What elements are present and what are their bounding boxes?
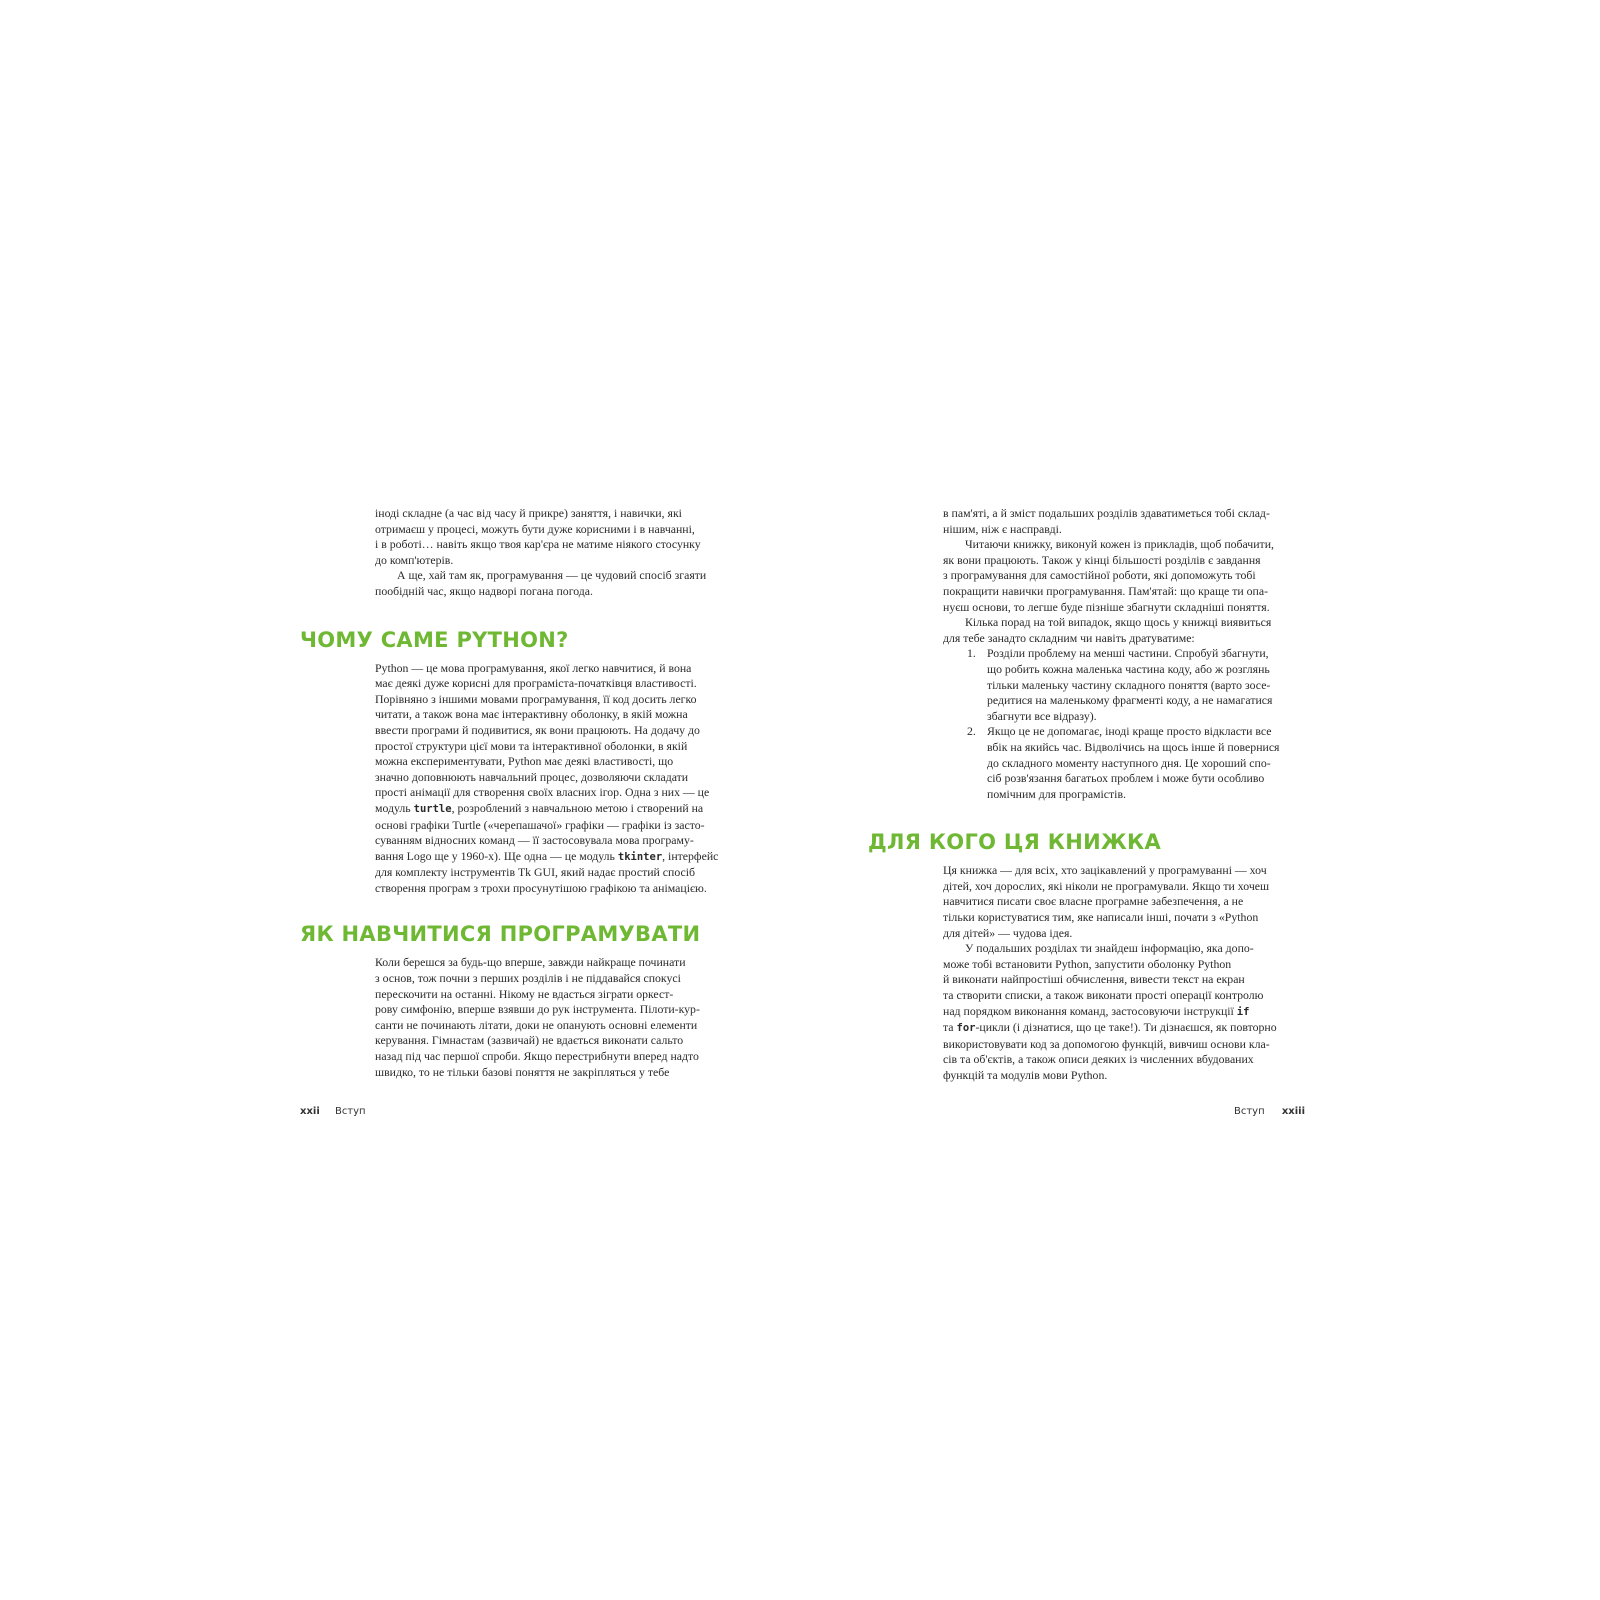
text-line: основі графіки Turtle («черепашачої» графіки — графіки із засто- bbox=[375, 817, 705, 832]
text-line: Порівняно з іншими мовами програмування, її код досить легко bbox=[375, 691, 697, 706]
text-line: керування. Гімнастам (зазвичай) не вдається виконати сальто bbox=[375, 1033, 684, 1048]
text-line: вбік на якийсь час. Відволічись на щось інше й повернися bbox=[987, 739, 1280, 754]
text-line: можна експериментувати, Python має деякі властивості, що bbox=[375, 754, 674, 769]
page-number: xxiii bbox=[1281, 1106, 1306, 1117]
text-line: тільки маленьку частину складного поняття (варто зосе- bbox=[987, 677, 1271, 692]
section-body-how-to-learn bbox=[375, 955, 725, 1080]
text-line: навчитися писати своє власне програмне забезпечення, а не bbox=[943, 894, 1244, 909]
inline-code: tkinter bbox=[617, 850, 663, 863]
text-line: що робить кожна маленька частина коду, або ж розглянь bbox=[987, 661, 1270, 676]
list-number: 1. bbox=[967, 646, 976, 661]
text-line: для тебе занадто складним чи навіть дратуватиме: bbox=[943, 630, 1195, 645]
text-run: , інтерфейс bbox=[662, 848, 719, 863]
text-line: нішим, ніж є насправді. bbox=[943, 521, 1062, 536]
text-line: функцій та модулів мови Python. bbox=[943, 1068, 1108, 1082]
text-line: редитися на маленькому фрагменті коду, а не намагатися bbox=[987, 693, 1273, 708]
right-continuation bbox=[943, 506, 1293, 802]
text-line bbox=[375, 801, 725, 818]
paragraph bbox=[943, 537, 1293, 615]
text-line: перескочити на останні. Нікому не вдасться зіграти оркест- bbox=[375, 986, 674, 1001]
left-footer bbox=[300, 1106, 366, 1117]
text-line: пообідній час, якщо надворі погана погода. bbox=[375, 583, 593, 598]
text-line: швидко, то не тільки базові поняття не закріпляться у тебе bbox=[375, 1064, 670, 1079]
section-heading-why-python: ЧОМУ САМЕ PYTHON? bbox=[300, 627, 569, 652]
text-line: сів та об'єктів, а також описи деяких із численних вбудованих bbox=[943, 1052, 1254, 1067]
text-line: нуєш основи, то легше буде пізніше збагнути складніші поняття. bbox=[943, 599, 1270, 614]
text-line: назад під час першої спроби. Якщо перестрибнути вперед надто bbox=[375, 1049, 699, 1064]
text-line: до складного моменту наступного дня. Це хороший спо- bbox=[987, 755, 1271, 770]
text-line: Читаючи книжку, виконуй кожен із прикладів, щоб побачити, bbox=[965, 537, 1274, 552]
text-line: іноді складне (а час від часу й прикре) заняття, і навички, які bbox=[375, 506, 682, 520]
text-line: Кілька порад на той випадок, якщо щось у книжці виявиться bbox=[965, 615, 1272, 630]
text-line: Коли берешся за будь-що вперше, завжди найкраще починати bbox=[375, 955, 686, 970]
paragraph bbox=[943, 941, 1293, 1083]
text-line bbox=[943, 1020, 1293, 1037]
text-line: як вони працюють. Також у кінці більшості розділів є завдання bbox=[943, 552, 1261, 567]
tips-list bbox=[943, 646, 1293, 802]
text-line: дітей, хоч дорослих, які ніколи не програмували. Якщо ти хочеш bbox=[943, 878, 1270, 893]
list-item bbox=[943, 646, 1293, 724]
paragraph bbox=[943, 506, 1293, 537]
text-line: використовувати код за допомогою функцій, вивчиш основи кла- bbox=[943, 1036, 1270, 1051]
running-head: Вступ bbox=[334, 1106, 366, 1117]
text-line: збагнути все відразу). bbox=[987, 708, 1097, 723]
text-line: прості анімації для створення своїх власних ігор. Одна з них — це bbox=[375, 785, 710, 800]
inline-code: turtle bbox=[413, 802, 452, 815]
text-line: читати, а також вона має інтерактивну оболонку, в якій можна bbox=[375, 707, 688, 722]
paragraph bbox=[375, 955, 725, 1080]
text-line: в пам'яті, а й зміст подальших розділів здаватиметься тобі склад- bbox=[943, 506, 1270, 520]
running-head: Вступ bbox=[1234, 1106, 1265, 1117]
text-line: Python — це мова програмування, якої легко навчитися, й вона bbox=[375, 660, 692, 675]
paragraph bbox=[375, 661, 725, 897]
paragraph bbox=[375, 568, 725, 599]
text-line: санти не починають літати, доки не опанують основні елементи bbox=[375, 1017, 698, 1032]
text-line: до комп'ютерів. bbox=[375, 552, 454, 567]
paragraph bbox=[375, 506, 725, 568]
list-number: 2. bbox=[967, 724, 976, 739]
text-line: для дітей» — чудова ідея. bbox=[943, 925, 1073, 940]
text-line: і в роботі… навіть якщо твоя кар'єра не матиме ніякого стосунку bbox=[375, 537, 701, 552]
text-line: помічним для програмістів. bbox=[987, 786, 1126, 801]
section-body-why-python bbox=[375, 661, 725, 897]
text-line: з основ, тож почни з перших розділів і не піддавайся спокусі bbox=[375, 971, 681, 986]
text-line: з програмування для самостійної роботи, які допоможуть тобі bbox=[943, 568, 1256, 583]
paragraph bbox=[943, 615, 1293, 646]
text-line: й виконати найпростіші обчислення, вивести текст на екран bbox=[943, 972, 1245, 987]
text-line: має деякі дуже корисні для програміста-початківця властивості. bbox=[375, 676, 697, 691]
text-line: тільки користуватися тим, яке написали інші, почати з «Python bbox=[943, 910, 1259, 925]
paragraph bbox=[943, 863, 1293, 941]
text-line: А ще, хай там як, програмування — це чудовий спосіб згаяти bbox=[397, 568, 707, 583]
section-heading-how-to-learn: ЯК НАВЧИТИСЯ ПРОГРАМУВАТИ bbox=[300, 922, 701, 947]
inline-code: if bbox=[1236, 1005, 1250, 1018]
left-intro bbox=[375, 506, 725, 600]
section-heading-who-for: ДЛЯ КОГО ЦЯ КНИЖКА bbox=[868, 830, 1161, 855]
text-run: модуль bbox=[375, 800, 414, 815]
text-run: -цикли (і дізнатися, що це таке!). Ти дізнаєшся, як повторно bbox=[975, 1020, 1277, 1035]
text-line: сіб розв'язання багатьох проблем і може бути особливо bbox=[987, 771, 1265, 786]
text-run: над порядком виконання команд, застосовуючи інструкції bbox=[943, 1003, 1237, 1018]
text-line: покращити навички програмування. Пам'ятай: що краще ти опа- bbox=[943, 583, 1269, 598]
text-line: для комплекту інструментів Tk GUI, який надає простий спосіб bbox=[375, 865, 696, 880]
text-line: отримаєш у процесі, можуть бути дуже корисними і в навчанні, bbox=[375, 521, 695, 536]
text-line: значно доповнюють навчальний процес, дозволяючи складати bbox=[375, 769, 689, 784]
text-line: Розділи проблему на менші частини. Спробуй збагнути, bbox=[987, 646, 1269, 661]
text-run: та bbox=[943, 1020, 957, 1035]
list-item bbox=[943, 724, 1293, 802]
text-line: створення програм з трохи просунутішою графікою та анімацією. bbox=[375, 880, 707, 895]
text-line bbox=[943, 1004, 1293, 1021]
left-page bbox=[300, 506, 740, 1080]
right-page bbox=[868, 506, 1308, 1084]
text-line: рову симфонію, вперше взявши до рук інструмента. Пілоти-кур- bbox=[375, 1002, 700, 1017]
page-number: xxii bbox=[300, 1106, 320, 1117]
right-footer bbox=[1234, 1106, 1305, 1117]
text-run: , розроблений з навчальною метою і створений на bbox=[451, 800, 704, 815]
text-line: Ця книжка — для всіх, хто зацікавлений у програмуванні — хоч bbox=[943, 863, 1267, 878]
text-line: простої структури цієї мови та інтерактивної оболонки, в якій bbox=[375, 738, 688, 753]
text-line: може тобі встановити Python, запустити оболонку Python bbox=[943, 956, 1232, 971]
text-line: та створити списки, а також виконати прості операції контролю bbox=[943, 988, 1264, 1003]
inline-code: for bbox=[956, 1022, 976, 1035]
text-line: Якщо це не допомагає, іноді краще просто відкласти все bbox=[987, 724, 1272, 739]
text-line: ввести програми й подивитися, як вони працюють. На додачу до bbox=[375, 722, 700, 737]
text-line bbox=[375, 849, 725, 866]
text-run: вання Logo ще у 1960-х). Ще одна — це модуль bbox=[375, 848, 618, 863]
text-line: суванням відносних команд — її застосовувала мова програму- bbox=[375, 833, 694, 848]
section-body-who-for bbox=[943, 863, 1293, 1083]
text-line: У подальших розділах ти знайдеш інформацію, яка допо- bbox=[965, 941, 1254, 956]
